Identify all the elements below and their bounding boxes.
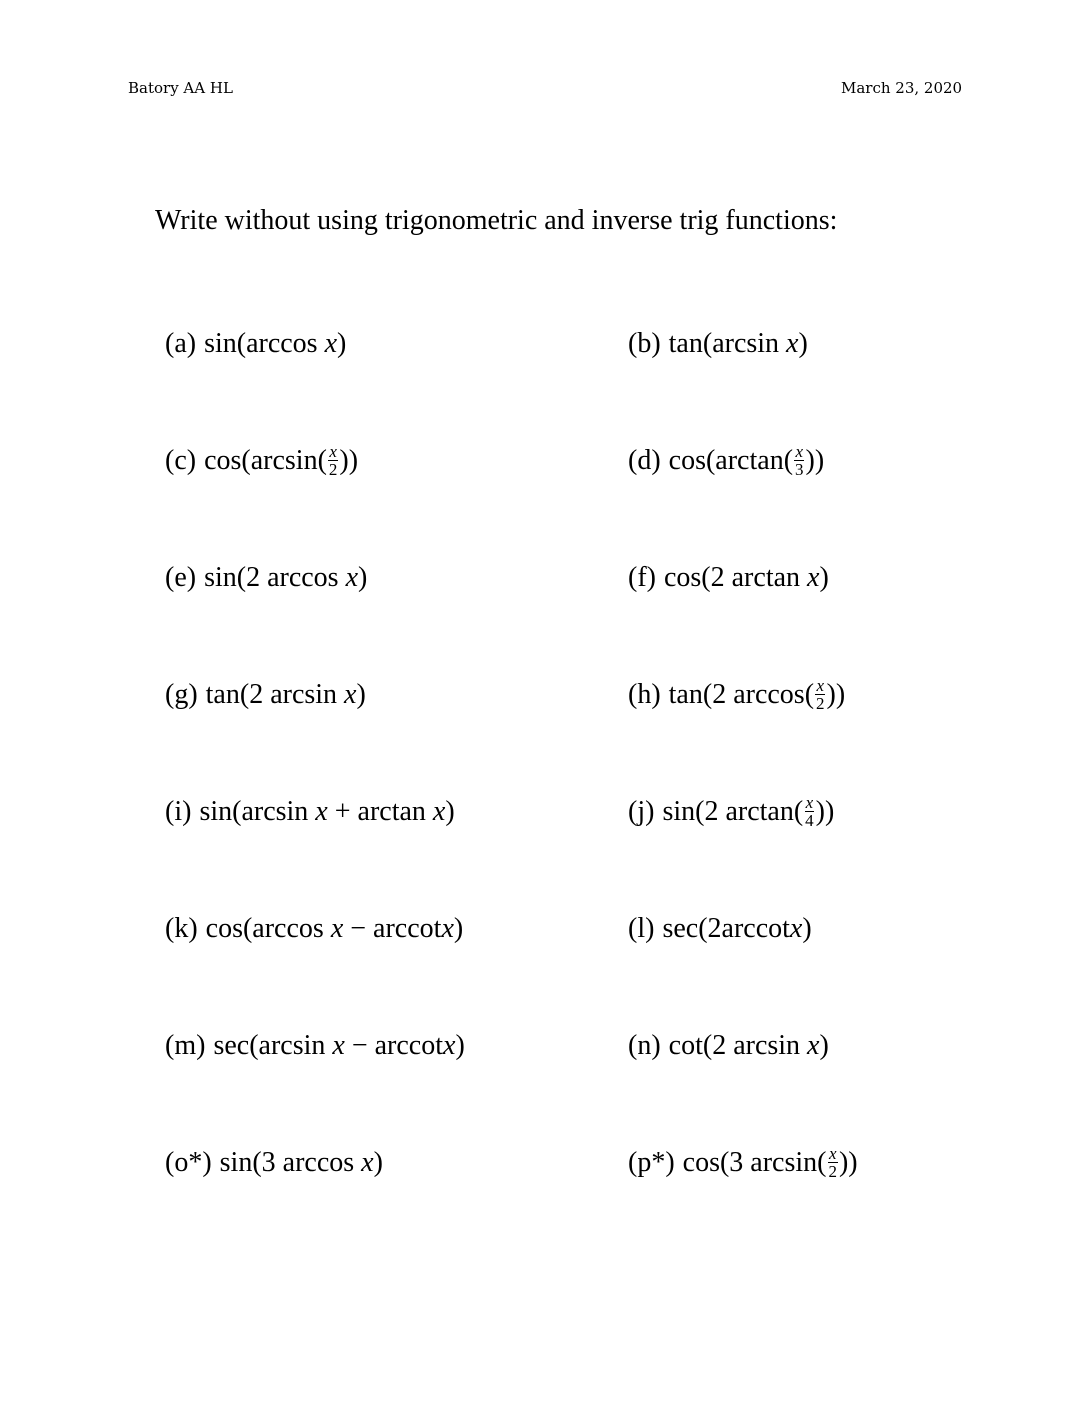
problem-label: (o*) [165,1147,212,1178]
problem-expression: sin(2 arccos x) [204,562,368,593]
fraction: $\frac{x}{4}$ [805,793,814,831]
problem-label: (c) [165,445,197,476]
problem-expression: tan(2 arccos( $\frac{x}{2}$ )) [668,676,846,714]
problem-label: (p*) [628,1147,675,1178]
instructions: Write without using trigonometric and inverse trig functions: [155,205,838,236]
problem-label: (n) [628,1030,661,1061]
problem-expression: sec(arcsin x − arccotx) [213,1030,465,1061]
fraction: $\frac{x}{3}$ [795,442,804,480]
problem-expression: sin(arccos x) [204,328,347,359]
problem-expression: cos(arctan( $\frac{x}{3}$ )) [668,442,825,480]
fraction: $\frac{x}{2}$ [816,676,825,714]
problem-label: (d) [628,445,661,476]
problem-h [628,677,845,714]
problem-f [628,560,829,596]
problem-label: (k) [165,913,198,944]
problem-n [628,1028,829,1064]
header-course: Batory AA HL [128,79,233,97]
fraction: $\frac{x}{2}$ [828,1144,837,1182]
problem-label: (e) [165,562,197,593]
fraction: $\frac{x}{2}$ [328,442,338,480]
problem-p [628,1145,858,1182]
problem-expression: tan(arcsin x) [668,328,808,359]
problem-label: (j) [628,796,655,827]
problem-label: (a) [165,328,197,359]
problem-expression: sec(2arccotx) [662,913,812,944]
problem-m [165,1028,465,1064]
problem-expression: cos(arccos x − arccotx) [205,913,464,944]
problem-g [165,677,366,713]
problem-label: (h) [628,679,661,710]
problem-label: (i) [165,796,192,827]
problem-label: (b) [628,328,661,359]
problem-d [628,443,824,480]
problem-label: (l) [628,913,655,944]
problem-k [165,911,463,947]
problem-e [165,560,367,596]
problem-label: (m) [165,1030,206,1061]
problem-expression: tan(2 arcsin x) [205,679,366,710]
problem-expression: sin(3 arccos x) [219,1147,383,1178]
problem-b [628,326,808,362]
problem-l [628,911,812,947]
problem-label: (g) [165,679,198,710]
problem-label: (f) [628,562,656,593]
problem-expression: cot(2 arcsin x) [668,1030,829,1061]
problem-j [628,794,834,831]
problem-a [165,326,346,362]
problem-expression: cos(3 arcsin( $\frac{x}{2}$ )) [682,1144,858,1182]
header-date: March 23, 2020 [841,79,963,97]
problem-i [165,794,455,830]
problem-expression: cos(arcsin( $\frac{x}{2}$ )) [204,442,359,480]
problem-expression: sin(arcsin x + arctan x) [199,796,455,827]
problem-expression: sin(2 arctan( $\frac{x}{4}$ )) [662,793,835,831]
problem-expression: cos(2 arctan x) [663,562,829,593]
problem-o [165,1145,383,1181]
problem-c [165,443,358,480]
